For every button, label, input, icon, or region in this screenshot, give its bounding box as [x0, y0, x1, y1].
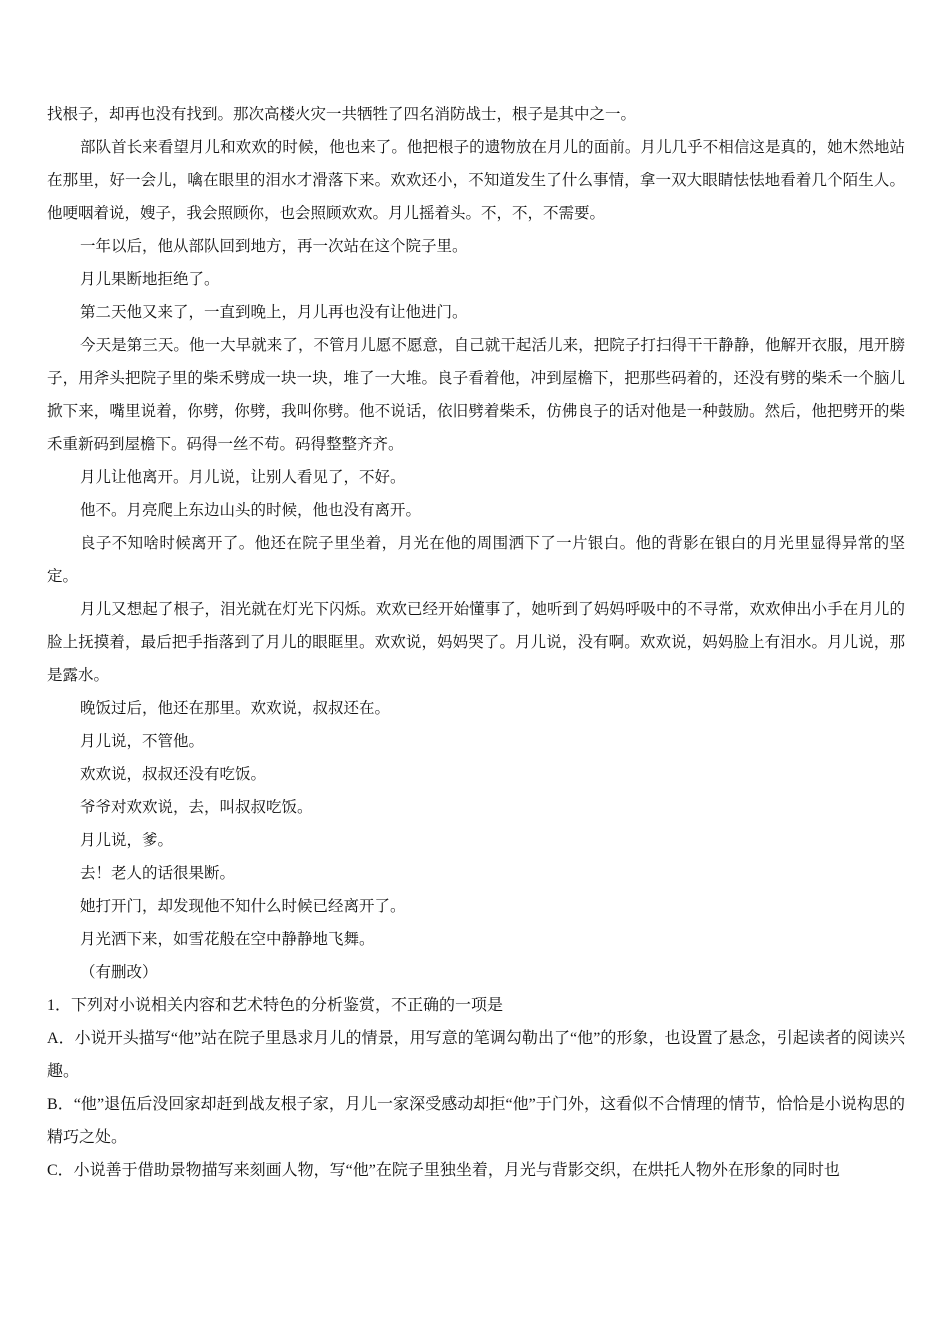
story-paragraph: 一年以后，他从部队回到地方，再一次站在这个院子里。 [80, 237, 468, 255]
story-paragraph: 爷爷对欢欢说，去，叫叔叔吃饭。 [80, 798, 313, 816]
question-option-a: A．小说开头描写“他”站在院子里恳求月儿的情景，用写意的笔调勾勒出了“他”的形象，也设置了悬念，引起读者的阅读兴趣。 [47, 1030, 905, 1080]
story-paragraph: 月儿果断地拒绝了。 [80, 270, 220, 288]
story-paragraph: 她打开门，却发现他不知什么时候已经离开了。 [80, 897, 406, 915]
story-paragraph: 月儿说，爹。 [80, 831, 174, 849]
story-paragraph: 良子不知啥时候离开了。他还在院子里坐着，月光在他的周围洒下了一片银白。他的背影在银白的月光里显得异常的坚定。 [47, 534, 905, 585]
story-paragraph: 部队首长来看望月儿和欢欢的时候，他也来了。他把根子的遗物放在月儿的面前。月儿几乎不相信这是真的，她木然地站在那里，好一会儿，噙在眼里的泪水才滑落下来。欢欢还小，不知道发生了什么事情，拿一双大眼睛怯怯地看着几个陌生人。他哽咽着说，嫂子，我会照顾你，也会照顾欢欢。月儿摇着头。不，不，不需要。 [47, 138, 905, 222]
story-paragraph: 晚饭过后，他还在那里。欢欢说，叔叔还在。 [80, 699, 391, 717]
document-body [47, 98, 905, 1187]
story-paragraph: 月儿让他离开。月儿说，让别人看见了，不好。 [80, 468, 406, 486]
story-paragraph: 找根子，却再也没有找到。那次高楼火灾一共牺牲了四名消防战士，根子是其中之一。 [47, 105, 637, 123]
question-stem: 1．下列对小说相关内容和艺术特色的分析鉴赏，不正确的一项是 [47, 997, 504, 1014]
story-paragraph: 月儿又想起了根子，泪光就在灯光下闪烁。欢欢已经开始懂事了，她听到了妈妈呼吸中的不寻常，欢欢伸出小手在月儿的脸上抚摸着，最后把手指落到了月儿的眼眶里。欢欢说，妈妈哭了。月儿说，没有啊。欢欢说，妈妈脸上有泪水。月儿说，那是露水。 [47, 600, 905, 684]
story-paragraph: 他不。月亮爬上东边山头的时候，他也没有离开。 [80, 501, 422, 519]
story-paragraph: 第二天他又来了，一直到晚上，月儿再也没有让他进门。 [80, 303, 468, 321]
story-paragraph: 月光洒下来，如雪花般在空中静静地飞舞。 [80, 930, 375, 948]
story-paragraph: 月儿说，不管他。 [80, 732, 205, 750]
source-note: （有删改） [80, 963, 158, 981]
question-option-c: C．小说善于借助景物描写来刻画人物，写“他”在院子里独坐着，月光与背影交织，在烘托人物外在形象的同时也 [47, 1162, 840, 1179]
story-paragraph: 今天是第三天。他一大早就来了，不管月儿愿不愿意，自己就干起活儿来，把院子打扫得干干静静，他解开衣服，甩开膀子，用斧头把院子里的柴禾劈成一块一块，堆了一大堆。良子看着他，冲到屋檐下，把那些码着的，还没有劈的柴禾一个脑儿掀下来，嘴里说着，你劈，你劈，我叫你劈。他不说话，依旧劈着柴禾，仿佛良子的话对他是一种鼓励。然后，他把劈开的柴禾重新码到屋檐下。码得一丝不苟。码得整整齐齐。 [47, 336, 905, 453]
story-paragraph: 去！老人的话很果断。 [80, 864, 236, 882]
question-option-b: B．“他”退伍后没回家却赶到战友根子家，月儿一家深受感动却拒“他”于门外，这看似不合情理的情节，恰恰是小说构思的精巧之处。 [47, 1096, 905, 1146]
story-paragraph: 欢欢说，叔叔还没有吃饭。 [80, 765, 267, 783]
